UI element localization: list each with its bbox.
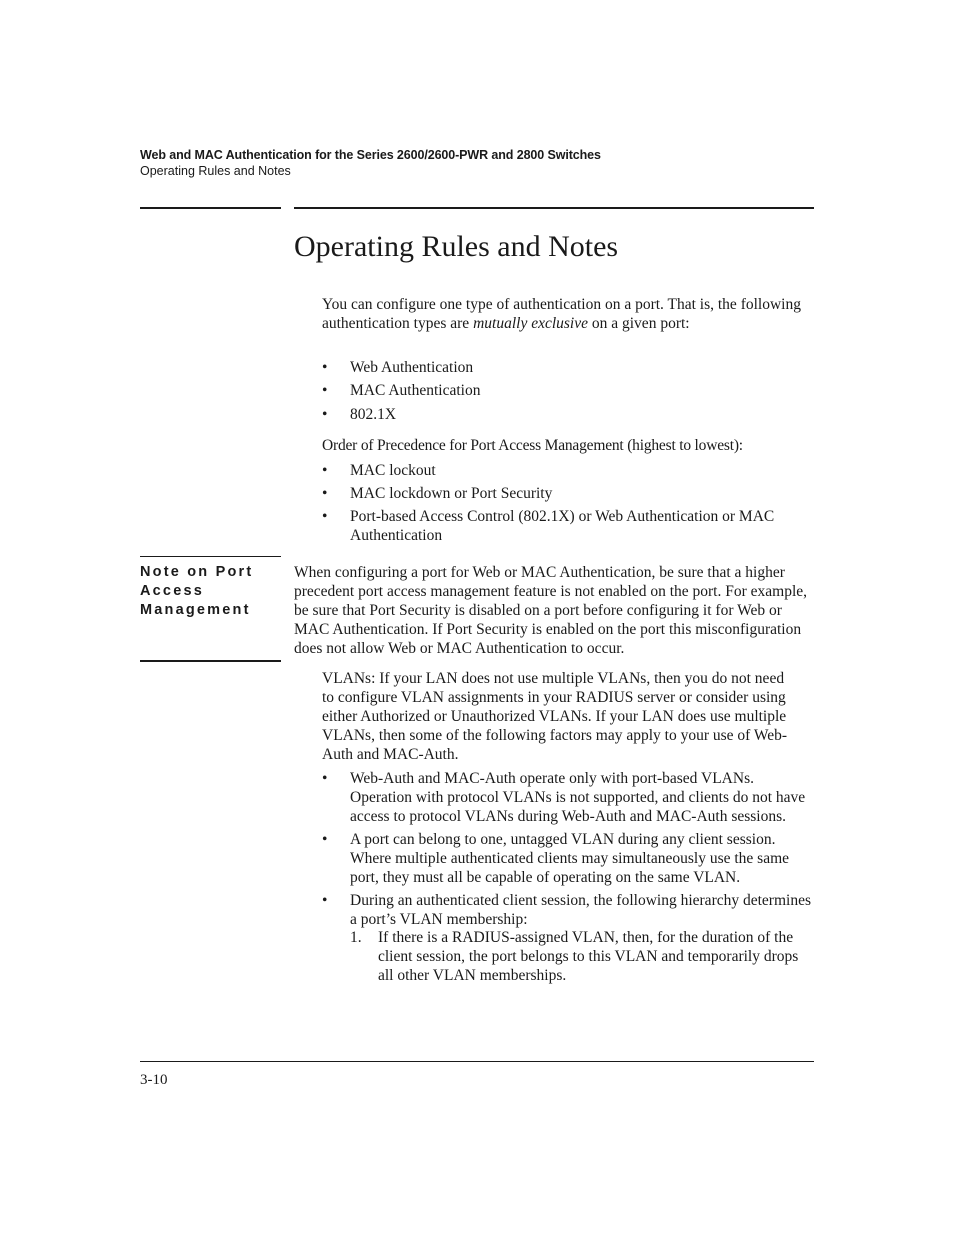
intro-text-before: You can configure one type of authentication on a port. That is, the following authentication types are bbox=[322, 296, 801, 332]
bullet-icon: • bbox=[322, 770, 328, 787]
note-bottom-rule bbox=[140, 660, 281, 662]
bullet-icon: • bbox=[322, 462, 328, 479]
hierarchy-number: 1. bbox=[350, 929, 362, 946]
note-top-rule bbox=[140, 556, 281, 557]
left-header-rule bbox=[140, 207, 281, 209]
page-number: 3-10 bbox=[140, 1072, 168, 1088]
intro-emphasis: mutually exclusive bbox=[473, 315, 588, 332]
bullet-icon: • bbox=[322, 359, 328, 376]
bullet-icon: • bbox=[322, 382, 328, 399]
intro-paragraph bbox=[322, 295, 816, 333]
bullet-icon: • bbox=[322, 831, 328, 848]
running-header-title: Web and MAC Authentication for the Series 2600/2600-PWR and 2800 Switches bbox=[140, 148, 601, 162]
intro-text-after: on a given port: bbox=[588, 315, 690, 332]
main-header-rule bbox=[294, 207, 814, 209]
bullet-icon: • bbox=[322, 892, 328, 909]
note-label: Note on Port Access Management bbox=[140, 564, 254, 618]
vlans-paragraph: VLANs: If your LAN does not use multiple VLANs, then you do not need to configure VLAN assignments in your RADIUS server or consider using either Authorized or Unauthorized VLANs. If your LAN does use multiple VLANs, then some of the following factors may apply to your use of Web-Auth and MAC-Auth. bbox=[322, 670, 788, 763]
running-header-subtitle: Operating Rules and Notes bbox=[140, 164, 291, 178]
bullet-icon: • bbox=[322, 508, 328, 525]
hierarchy-text: If there is a RADIUS-assigned VLAN, then, for the duration of the client session, the port belongs to this VLAN and temporarily drops all other VLAN memberships. bbox=[378, 929, 799, 984]
section-heading: Operating Rules and Notes bbox=[294, 230, 619, 263]
footer-rule bbox=[140, 1061, 814, 1062]
bullet-icon: • bbox=[322, 406, 328, 423]
bullet-icon: • bbox=[322, 485, 328, 502]
note-text: When configuring a port for Web or MAC Authentication, be sure that a higher precedent port access management feature is not enabled on the port. For example, be sure that Port Security is disabled on a port before configuring it for Web or MAC Authentication. If Port Security is enabled on the port this misconfiguration does not allow Web or MAC Authentication to occur. bbox=[294, 564, 808, 657]
precedence-intro: Order of Precedence for Port Access Management (highest to lowest): bbox=[322, 437, 743, 454]
